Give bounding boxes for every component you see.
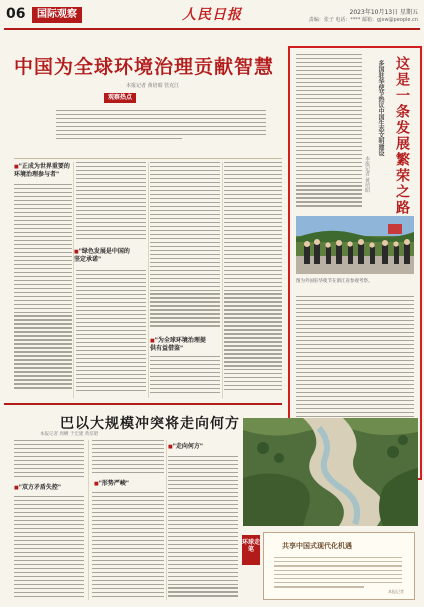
lead-subhead: ■ "正成为世界重要的环境治理参与者" — [14, 163, 72, 179]
essay-body — [274, 557, 402, 587]
editor-contact: 责编：张子 电话：**** 邮箱：gjxw@people.cn — [308, 17, 418, 23]
lead-body-col-4 — [224, 162, 282, 396]
feature-photo-caption — [296, 278, 414, 290]
column-rule — [148, 162, 149, 398]
lead-body-col-3a — [150, 162, 220, 332]
second-body-col-1b — [14, 496, 84, 600]
masthead — [4, 4, 420, 30]
badge-text: 环球走笔 — [242, 539, 261, 553]
second-subhead: ■ "形势严峻" — [94, 480, 164, 488]
lead-body-col-3b — [150, 356, 220, 396]
lead-tag: 观察热点 — [104, 93, 136, 103]
feature-byline: 本报记者 黄培昭 — [364, 156, 370, 193]
second-headline: 巴以大规模冲突将走向何方 — [60, 416, 240, 432]
column-rule — [88, 440, 89, 600]
lead-subhead: ■ "绿色发展是中国的坚定承诺" — [74, 248, 132, 264]
column-rule — [166, 440, 167, 600]
feature-box — [288, 46, 422, 480]
page-number: 06 — [6, 6, 26, 22]
section-divider — [4, 403, 282, 405]
divider — [14, 158, 282, 159]
column-rule — [222, 162, 223, 398]
second-body-col-2b — [92, 492, 164, 600]
lead-body-col-2a — [76, 162, 146, 246]
column-rule — [73, 162, 74, 398]
feature-body-top — [296, 54, 362, 210]
lead-body-col-2b — [76, 270, 146, 396]
river-photo — [243, 418, 418, 526]
publication-date: 2023年10月13日 星期五 — [349, 9, 418, 16]
section-badge: 国际观察 — [32, 7, 82, 23]
lead-intro-text — [56, 110, 266, 154]
second-body-col-1a — [14, 440, 84, 480]
essay-badge — [242, 535, 260, 565]
lead-subhead: ■ "为全球环境治理提供有益借鉴" — [150, 337, 208, 353]
newspaper-logo: 人民日报 — [182, 7, 242, 23]
feature-subtitle: 多国驻华使节热议中国生态文明建设 — [377, 60, 384, 156]
lead-byline: 本报记者 黄培昭 管克江 — [126, 83, 180, 89]
lead-body-col-1 — [14, 184, 72, 396]
caption-text: 图为外国驻华使节在浙江省参观考察。 — [296, 279, 373, 284]
second-subhead: ■ "双方矛盾失控" — [14, 484, 84, 492]
essay-box — [242, 532, 415, 600]
feature-photo — [296, 216, 414, 274]
second-byline: 本报记者 周輖 于宏建 黄培昭 — [40, 432, 99, 437]
second-body-col-2a — [92, 440, 164, 478]
second-subhead: ■ "走向何方" — [168, 443, 238, 451]
essay-title: 共享中国式现代化机遇 — [282, 541, 352, 550]
essay-signature: 本报记者 — [388, 589, 404, 594]
second-body-col-3 — [168, 456, 238, 600]
lead-headline: 中国为全球环境治理贡献智慧 — [14, 56, 275, 78]
feature-headline: 这是一条发展繁荣之路 — [394, 56, 410, 216]
